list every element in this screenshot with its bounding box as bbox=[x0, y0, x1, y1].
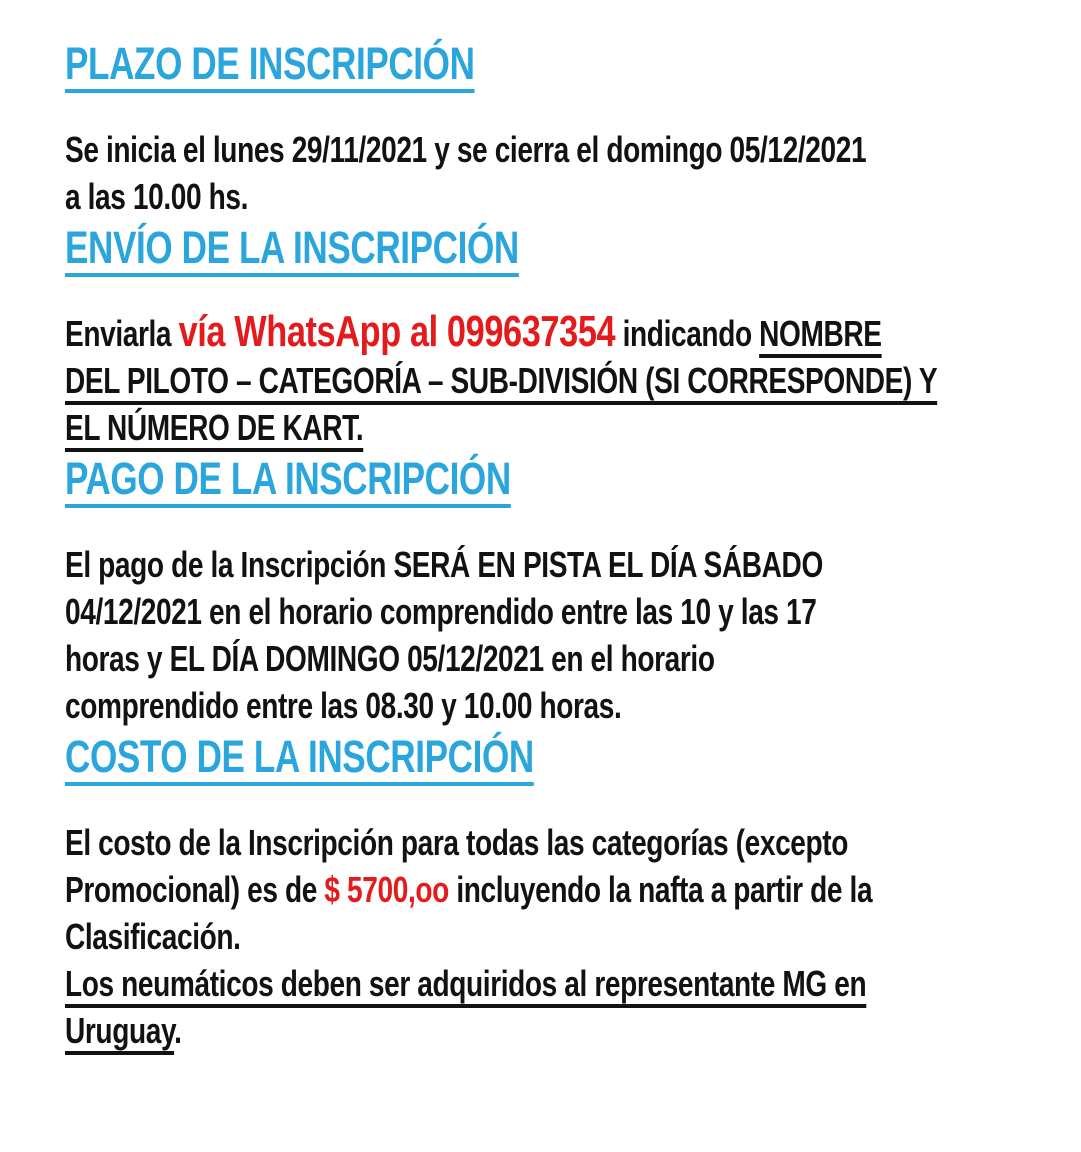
text-line bbox=[65, 173, 1079, 220]
text-line bbox=[65, 307, 1079, 357]
text-line bbox=[65, 866, 1079, 913]
paragraph bbox=[65, 819, 1079, 1054]
text-segment: . bbox=[174, 1010, 182, 1051]
document-body bbox=[65, 36, 1079, 1054]
paragraph bbox=[65, 307, 1079, 451]
text-segment: El costo de la Inscripción para todas las categorías (excepto bbox=[65, 822, 849, 863]
text-line bbox=[65, 682, 1079, 729]
text-segment: comprendido entre las 08.30 y 10.00 horas. bbox=[65, 685, 622, 726]
text-segment: indicando bbox=[615, 313, 760, 354]
underlined-text: Los neumáticos deben ser adquiridos al representante MG en bbox=[65, 963, 867, 1004]
text-segment: incluyendo la nafta a partir de la bbox=[448, 869, 873, 910]
text-line bbox=[65, 635, 1079, 682]
text-line bbox=[65, 819, 1079, 866]
phone-highlight: vía WhatsApp al 099637354 bbox=[178, 307, 616, 356]
text-segment: Enviarla bbox=[65, 313, 179, 354]
underlined-text: NOMBRE bbox=[759, 313, 882, 354]
text-line bbox=[65, 357, 1079, 404]
price-highlight: $ 5700,oo bbox=[324, 869, 449, 910]
underlined-text: EL NÚMERO DE KART. bbox=[65, 407, 364, 448]
section-plazo bbox=[65, 36, 1079, 220]
underlined-text: DEL PILOTO – CATEGORÍA – SUB-DIVISIÓN (SI CORRESPONDE) Y bbox=[65, 360, 938, 401]
underlined-text: Uruguay bbox=[65, 1010, 175, 1051]
text-line bbox=[65, 960, 1079, 1007]
section-envio bbox=[65, 220, 1079, 451]
text-line bbox=[65, 588, 1079, 635]
paragraph bbox=[65, 541, 1079, 729]
text-segment: Se inicia el lunes 29/11/2021 y se cierra el domingo 05/12/2021 bbox=[65, 129, 867, 170]
text-segment: a las 10.00 hs. bbox=[65, 176, 249, 217]
paragraph bbox=[65, 126, 1079, 220]
text-segment: El pago de la Inscripción SERÁ EN PISTA EL DÍA SÁBADO bbox=[65, 544, 823, 585]
text-line bbox=[65, 541, 1079, 588]
section-pago bbox=[65, 451, 1079, 729]
section-heading-envio: ENVÍO DE LA INSCRIPCIÓN bbox=[65, 222, 519, 273]
text-line bbox=[65, 126, 1079, 173]
section-heading-costo: COSTO DE LA INSCRIPCIÓN bbox=[65, 731, 534, 782]
section-heading-pago: PAGO DE LA INSCRIPCIÓN bbox=[65, 453, 511, 504]
section-heading-plazo: PLAZO DE INSCRIPCIÓN bbox=[65, 38, 475, 89]
text-line bbox=[65, 913, 1079, 960]
text-segment: horas y EL DÍA DOMINGO 05/12/2021 en el horario bbox=[65, 638, 715, 679]
text-segment: Clasificación. bbox=[65, 916, 241, 957]
text-segment: Promocional) es de bbox=[65, 869, 325, 910]
text-line bbox=[65, 404, 1079, 451]
text-segment: 04/12/2021 en el horario comprendido entre las 10 y las 17 bbox=[65, 591, 817, 632]
text-line bbox=[65, 1007, 1079, 1054]
section-costo bbox=[65, 729, 1079, 1054]
